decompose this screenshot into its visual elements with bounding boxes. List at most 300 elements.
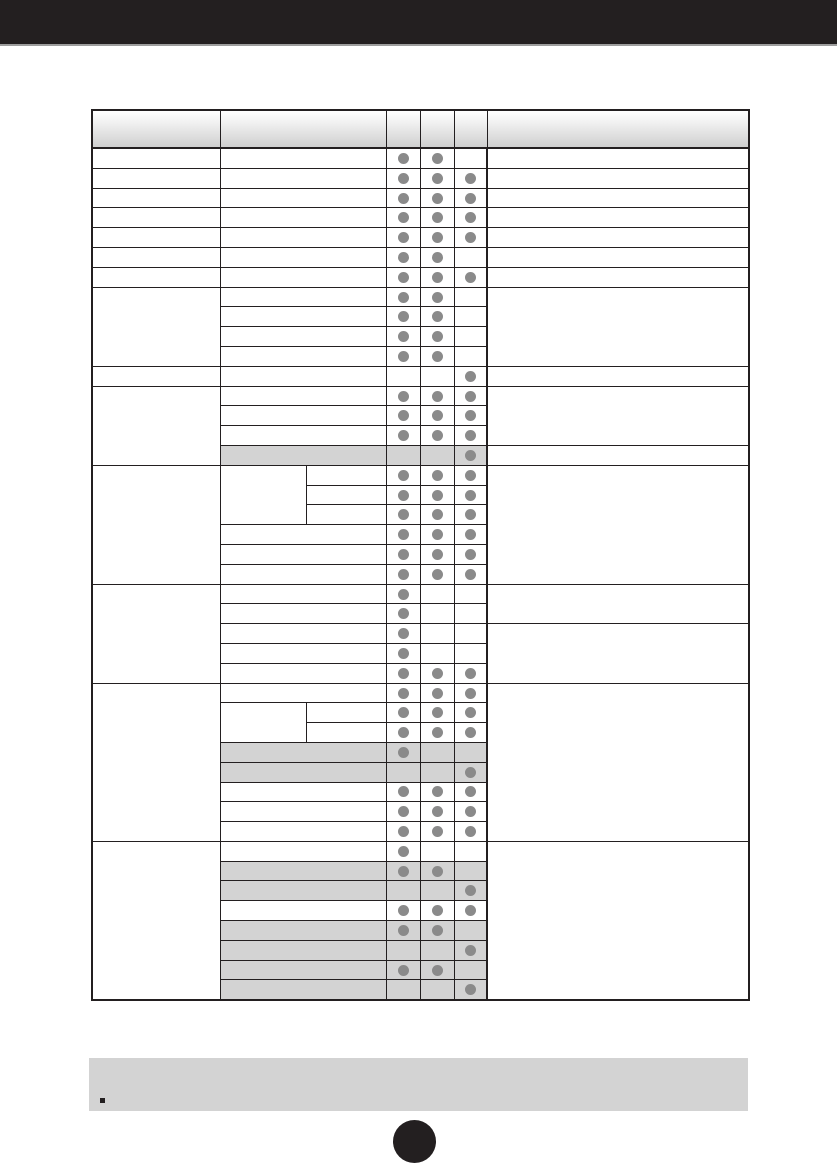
filled-circle-icon — [465, 945, 476, 956]
filled-circle-icon — [398, 965, 409, 976]
filled-circle-icon — [432, 391, 443, 402]
mark-cell — [454, 148, 487, 168]
mark-cell — [386, 327, 420, 347]
filled-circle-icon — [398, 549, 409, 560]
mark-cell — [386, 287, 420, 307]
mark-cell — [386, 426, 420, 446]
table-header-row — [92, 110, 749, 148]
filled-circle-icon — [398, 866, 409, 877]
mark-cell — [386, 921, 420, 941]
sub-menu-cell — [220, 564, 386, 584]
header-cell-description — [487, 110, 749, 148]
mark-cell — [420, 148, 454, 168]
mark-cell — [454, 228, 487, 248]
sub-menu-cell — [220, 881, 386, 901]
mark-cell — [454, 327, 487, 347]
description-cell — [487, 386, 749, 445]
sub-menu-cell — [220, 663, 386, 683]
mark-cell — [386, 624, 420, 644]
filled-circle-icon — [465, 688, 476, 699]
filled-circle-icon — [432, 193, 443, 204]
table-row — [92, 247, 749, 267]
filled-circle-icon — [465, 569, 476, 580]
mark-cell — [454, 802, 487, 822]
mark-cell — [454, 723, 487, 743]
filled-circle-icon — [398, 153, 409, 164]
mark-cell — [454, 445, 487, 465]
mark-cell — [454, 604, 487, 624]
filled-circle-icon — [432, 509, 443, 520]
filled-circle-icon — [398, 846, 409, 857]
sub-menu-cell — [220, 861, 386, 881]
sub-menu-cell — [220, 802, 386, 822]
mark-cell — [454, 940, 487, 960]
filled-circle-icon — [398, 311, 409, 322]
mark-cell — [386, 228, 420, 248]
sub-menu-cell — [220, 327, 386, 347]
table-row — [92, 168, 749, 188]
filled-circle-icon — [398, 905, 409, 916]
description-cell — [487, 624, 749, 683]
mark-cell — [386, 188, 420, 208]
mark-cell — [420, 168, 454, 188]
mark-cell — [454, 168, 487, 188]
mark-cell — [386, 782, 420, 802]
mark-cell — [454, 544, 487, 564]
filled-circle-icon — [432, 707, 443, 718]
description-cell — [487, 267, 749, 287]
sub-menu-cell — [220, 980, 386, 1000]
filled-circle-icon — [432, 490, 443, 501]
mark-cell — [386, 544, 420, 564]
mark-cell — [386, 940, 420, 960]
mark-cell — [420, 782, 454, 802]
mark-cell — [386, 822, 420, 842]
filled-circle-icon — [398, 193, 409, 204]
filled-circle-icon — [398, 925, 409, 936]
description-cell — [487, 841, 749, 1000]
filled-circle-icon — [432, 905, 443, 916]
header-bar — [0, 0, 837, 44]
mark-cell — [420, 564, 454, 584]
description-cell — [487, 445, 749, 465]
sub-menu-cell — [220, 406, 386, 426]
mark-cell — [386, 762, 420, 782]
main-menu-cell — [92, 386, 220, 465]
description-cell — [487, 683, 749, 841]
table-row — [92, 584, 749, 604]
mark-cell — [454, 742, 487, 762]
mark-cell — [454, 247, 487, 267]
main-menu-cell — [92, 584, 220, 683]
sub-menu-cell — [220, 168, 386, 188]
sub-menu-cell — [220, 366, 386, 386]
filled-circle-icon — [432, 470, 443, 481]
filled-circle-icon — [465, 905, 476, 916]
filled-circle-icon — [398, 826, 409, 837]
mark-cell — [454, 386, 487, 406]
mark-cell — [386, 861, 420, 881]
main-menu-cell — [92, 247, 220, 267]
mark-cell — [420, 386, 454, 406]
filled-circle-icon — [432, 668, 443, 679]
filled-circle-icon — [398, 272, 409, 283]
table-row — [92, 386, 749, 406]
table-row — [92, 208, 749, 228]
mark-cell — [420, 247, 454, 267]
mark-cell — [454, 901, 487, 921]
filled-circle-icon — [398, 806, 409, 817]
filled-circle-icon — [432, 727, 443, 738]
mark-cell — [420, 445, 454, 465]
mark-cell — [386, 980, 420, 1000]
sub-option-cell — [306, 703, 386, 723]
filled-circle-icon — [432, 173, 443, 184]
sub-menu-cell — [220, 287, 386, 307]
table-row — [92, 287, 749, 307]
description-cell — [487, 208, 749, 228]
filled-circle-icon — [432, 311, 443, 322]
mark-cell — [454, 465, 487, 485]
sub-menu-cell — [220, 901, 386, 921]
sub-menu-cell — [220, 346, 386, 366]
main-menu-cell — [92, 366, 220, 386]
header-cell-mode-a — [386, 110, 420, 148]
filled-circle-icon — [465, 767, 476, 778]
mark-cell — [420, 366, 454, 386]
mark-cell — [454, 841, 487, 861]
filled-circle-icon — [465, 786, 476, 797]
mark-cell — [454, 822, 487, 842]
mark-cell — [454, 505, 487, 525]
filled-circle-icon — [432, 292, 443, 303]
description-cell — [487, 465, 749, 584]
mark-cell — [420, 861, 454, 881]
mark-cell — [420, 525, 454, 545]
sub-menu-cell — [220, 148, 386, 168]
filled-circle-icon — [465, 668, 476, 679]
header-divider — [0, 44, 837, 46]
mark-cell — [420, 802, 454, 822]
description-cell — [487, 148, 749, 168]
sub-menu-cell — [220, 643, 386, 663]
mark-cell — [454, 762, 487, 782]
filled-circle-icon — [465, 707, 476, 718]
mark-cell — [454, 861, 487, 881]
filled-circle-icon — [398, 292, 409, 303]
filled-circle-icon — [465, 984, 476, 995]
mark-cell — [386, 267, 420, 287]
mark-cell — [420, 624, 454, 644]
filled-circle-icon — [465, 806, 476, 817]
mark-cell — [420, 703, 454, 723]
filled-circle-icon — [398, 668, 409, 679]
mark-cell — [386, 960, 420, 980]
sub-menu-cell — [220, 426, 386, 446]
filled-circle-icon — [465, 173, 476, 184]
mark-cell — [454, 584, 487, 604]
filled-circle-icon — [432, 529, 443, 540]
mark-cell — [420, 723, 454, 743]
filled-circle-icon — [432, 252, 443, 263]
mark-cell — [386, 802, 420, 822]
mark-cell — [420, 663, 454, 683]
mark-cell — [420, 426, 454, 446]
filled-circle-icon — [398, 589, 409, 600]
filled-circle-icon — [398, 470, 409, 481]
mark-cell — [420, 643, 454, 663]
main-menu-cell — [92, 228, 220, 248]
mark-cell — [454, 208, 487, 228]
mark-cell — [386, 663, 420, 683]
mark-cell — [420, 228, 454, 248]
mark-cell — [420, 683, 454, 703]
mark-cell — [454, 307, 487, 327]
sub-option-cell — [306, 485, 386, 505]
filled-circle-icon — [465, 391, 476, 402]
filled-circle-icon — [398, 628, 409, 639]
mark-cell — [454, 881, 487, 901]
mark-cell — [454, 287, 487, 307]
filled-circle-icon — [398, 331, 409, 342]
mark-cell — [420, 960, 454, 980]
sub-menu-cell — [220, 465, 306, 524]
sub-menu-cell — [220, 208, 386, 228]
sub-menu-cell — [220, 525, 386, 545]
filled-circle-icon — [465, 826, 476, 837]
description-cell — [487, 228, 749, 248]
filled-circle-icon — [465, 885, 476, 896]
mark-cell — [420, 822, 454, 842]
description-cell — [487, 366, 749, 386]
sub-menu-cell — [220, 445, 386, 465]
filled-circle-icon — [398, 727, 409, 738]
filled-circle-icon — [432, 272, 443, 283]
mark-cell — [454, 782, 487, 802]
mark-cell — [386, 584, 420, 604]
filled-circle-icon — [465, 529, 476, 540]
header-cell-main-menu — [92, 110, 220, 148]
filled-circle-icon — [398, 252, 409, 263]
mark-cell — [386, 485, 420, 505]
sub-menu-cell — [220, 960, 386, 980]
mark-cell — [386, 406, 420, 426]
mark-cell — [420, 465, 454, 485]
mark-cell — [386, 723, 420, 743]
mark-cell — [454, 366, 487, 386]
sub-menu-cell — [220, 742, 386, 762]
mark-cell — [420, 208, 454, 228]
description-cell — [487, 584, 749, 624]
sub-menu-cell — [220, 307, 386, 327]
filled-circle-icon — [432, 331, 443, 342]
mark-cell — [386, 465, 420, 485]
mark-cell — [386, 901, 420, 921]
filled-circle-icon — [432, 866, 443, 877]
sub-menu-cell — [220, 940, 386, 960]
filled-circle-icon — [465, 371, 476, 382]
filled-circle-icon — [465, 193, 476, 204]
description-cell — [487, 188, 749, 208]
main-menu-cell — [92, 148, 220, 168]
mark-cell — [420, 267, 454, 287]
filled-circle-icon — [398, 351, 409, 362]
main-menu-cell — [92, 683, 220, 841]
mark-cell — [454, 980, 487, 1000]
sub-menu-cell — [220, 782, 386, 802]
sub-menu-cell — [220, 822, 386, 842]
mark-cell — [420, 921, 454, 941]
filled-circle-icon — [432, 569, 443, 580]
filled-circle-icon — [465, 430, 476, 441]
filled-circle-icon — [465, 410, 476, 421]
sub-menu-cell — [220, 247, 386, 267]
mark-cell — [420, 584, 454, 604]
filled-circle-icon — [398, 232, 409, 243]
osd-menu-table — [91, 109, 750, 1001]
mark-cell — [420, 901, 454, 921]
description-cell — [487, 168, 749, 188]
mark-cell — [420, 346, 454, 366]
sub-option-cell — [306, 505, 386, 525]
mark-cell — [386, 247, 420, 267]
filled-circle-icon — [465, 450, 476, 461]
mark-cell — [454, 426, 487, 446]
mark-cell — [386, 841, 420, 861]
mark-cell — [386, 386, 420, 406]
mark-cell — [420, 742, 454, 762]
mark-cell — [386, 445, 420, 465]
sub-menu-cell — [220, 188, 386, 208]
filled-circle-icon — [432, 965, 443, 976]
sub-menu-cell — [220, 584, 386, 604]
mark-cell — [386, 742, 420, 762]
mark-cell — [386, 346, 420, 366]
main-menu-cell — [92, 168, 220, 188]
sub-menu-cell — [220, 762, 386, 782]
filled-circle-icon — [398, 688, 409, 699]
header-cell-mode-c — [454, 110, 487, 148]
filled-circle-icon — [398, 391, 409, 402]
filled-circle-icon — [465, 470, 476, 481]
sub-menu-cell — [220, 921, 386, 941]
filled-circle-icon — [398, 430, 409, 441]
header-cell-sub-menu — [220, 110, 386, 148]
mark-cell — [420, 188, 454, 208]
filled-circle-icon — [432, 549, 443, 560]
mark-cell — [454, 485, 487, 505]
mark-cell — [386, 683, 420, 703]
filled-circle-icon — [398, 212, 409, 223]
filled-circle-icon — [432, 430, 443, 441]
mark-cell — [454, 663, 487, 683]
filled-circle-icon — [465, 509, 476, 520]
filled-circle-icon — [398, 648, 409, 659]
filled-circle-icon — [465, 727, 476, 738]
filled-circle-icon — [398, 569, 409, 580]
table-row — [92, 228, 749, 248]
mark-cell — [386, 525, 420, 545]
mark-cell — [386, 148, 420, 168]
filled-circle-icon — [432, 232, 443, 243]
sub-menu-cell — [220, 228, 386, 248]
mark-cell — [386, 366, 420, 386]
table-row — [92, 465, 749, 485]
sub-menu-cell — [220, 386, 386, 406]
filled-circle-icon — [398, 173, 409, 184]
filled-circle-icon — [398, 707, 409, 718]
mark-cell — [386, 307, 420, 327]
filled-circle-icon — [398, 786, 409, 797]
filled-circle-icon — [432, 410, 443, 421]
filled-circle-icon — [432, 688, 443, 699]
sub-option-cell — [306, 465, 386, 485]
filled-circle-icon — [432, 351, 443, 362]
sub-menu-cell — [220, 683, 386, 703]
square-bullet-icon — [100, 1098, 105, 1103]
filled-circle-icon — [398, 490, 409, 501]
filled-circle-icon — [465, 232, 476, 243]
main-menu-cell — [92, 841, 220, 1000]
mark-cell — [454, 703, 487, 723]
mark-cell — [420, 505, 454, 525]
sub-menu-cell — [220, 544, 386, 564]
filled-circle-icon — [398, 509, 409, 520]
mark-cell — [386, 505, 420, 525]
mark-cell — [420, 287, 454, 307]
filled-circle-icon — [432, 806, 443, 817]
table-row — [92, 267, 749, 287]
mark-cell — [454, 525, 487, 545]
mark-cell — [386, 208, 420, 228]
main-menu-cell — [92, 287, 220, 366]
mark-cell — [386, 564, 420, 584]
table-row — [92, 366, 749, 386]
filled-circle-icon — [432, 826, 443, 837]
mark-cell — [454, 406, 487, 426]
mark-cell — [420, 307, 454, 327]
sub-menu-cell — [220, 703, 306, 743]
filled-circle-icon — [398, 747, 409, 758]
filled-circle-icon — [398, 608, 409, 619]
filled-circle-icon — [465, 272, 476, 283]
mark-cell — [386, 643, 420, 663]
table-row — [92, 841, 749, 861]
mark-cell — [420, 406, 454, 426]
main-menu-cell — [92, 188, 220, 208]
mark-cell — [454, 564, 487, 584]
description-cell — [487, 287, 749, 366]
sub-menu-cell — [220, 604, 386, 624]
mark-cell — [420, 327, 454, 347]
note-box — [89, 1058, 748, 1111]
mark-cell — [454, 683, 487, 703]
mark-cell — [420, 604, 454, 624]
table-row — [92, 683, 749, 703]
filled-circle-icon — [465, 212, 476, 223]
sub-option-cell — [306, 723, 386, 743]
header-cell-mode-b — [420, 110, 454, 148]
mark-cell — [386, 881, 420, 901]
mark-cell — [386, 168, 420, 188]
sub-menu-cell — [220, 267, 386, 287]
mark-cell — [454, 346, 487, 366]
main-menu-cell — [92, 465, 220, 584]
mark-cell — [420, 485, 454, 505]
filled-circle-icon — [398, 410, 409, 421]
sub-menu-cell — [220, 841, 386, 861]
filled-circle-icon — [432, 786, 443, 797]
